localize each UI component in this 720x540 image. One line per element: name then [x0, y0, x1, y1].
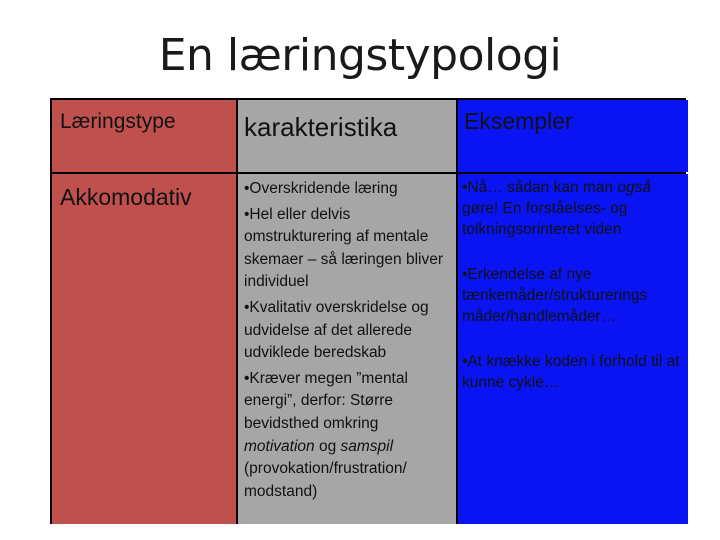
characteristic-item-energy — [244, 368, 452, 504]
ogsaa-emphasis: også — [617, 179, 651, 196]
characteristic-item: •Hel eller delvis omstrukturering af mentale skemaer – så læringen bliver individuel — [244, 205, 444, 291]
cell-characteristics — [238, 174, 456, 524]
energy-text-b: og — [314, 437, 341, 455]
slide-title: En læringstypologi — [158, 30, 562, 81]
example1-text-a: •Nå… sådan kan man — [462, 179, 618, 196]
characteristic-item: •Overskridende læring — [244, 180, 398, 197]
header-eksempler: Eksempler — [458, 100, 688, 172]
energy-text-a: •Kræver megen ”mental energi”, derfor: Større bevidsthed omkring — [244, 369, 408, 432]
cell-type-akkomodativ: Akkomodativ — [52, 174, 236, 524]
cell-examples — [458, 174, 688, 524]
typology-table — [50, 98, 686, 524]
header-laeringstype: Læringstype — [52, 100, 236, 172]
energy-text-c: (provokation/frustration/ modstand) — [244, 460, 407, 500]
motivation-emphasis: motivation — [244, 437, 315, 455]
characteristic-item: •Kvalitativ overskridelse og udvidelse af det allerede udviklede beredskab — [244, 298, 429, 362]
example-item: •At knække koden i forhold til at kunne cykle… — [462, 353, 680, 391]
header-karakteristika: karakteristika — [238, 100, 456, 172]
samspil-emphasis: samspil — [340, 437, 394, 455]
example-item — [462, 177, 684, 240]
example1-text-b: gøre! En forståelses- og tolkningsorinteret viden — [462, 200, 628, 238]
example-item: •Erkendelse af nye tænkemåder/strukturerings måder/handlemåder… — [462, 266, 648, 325]
